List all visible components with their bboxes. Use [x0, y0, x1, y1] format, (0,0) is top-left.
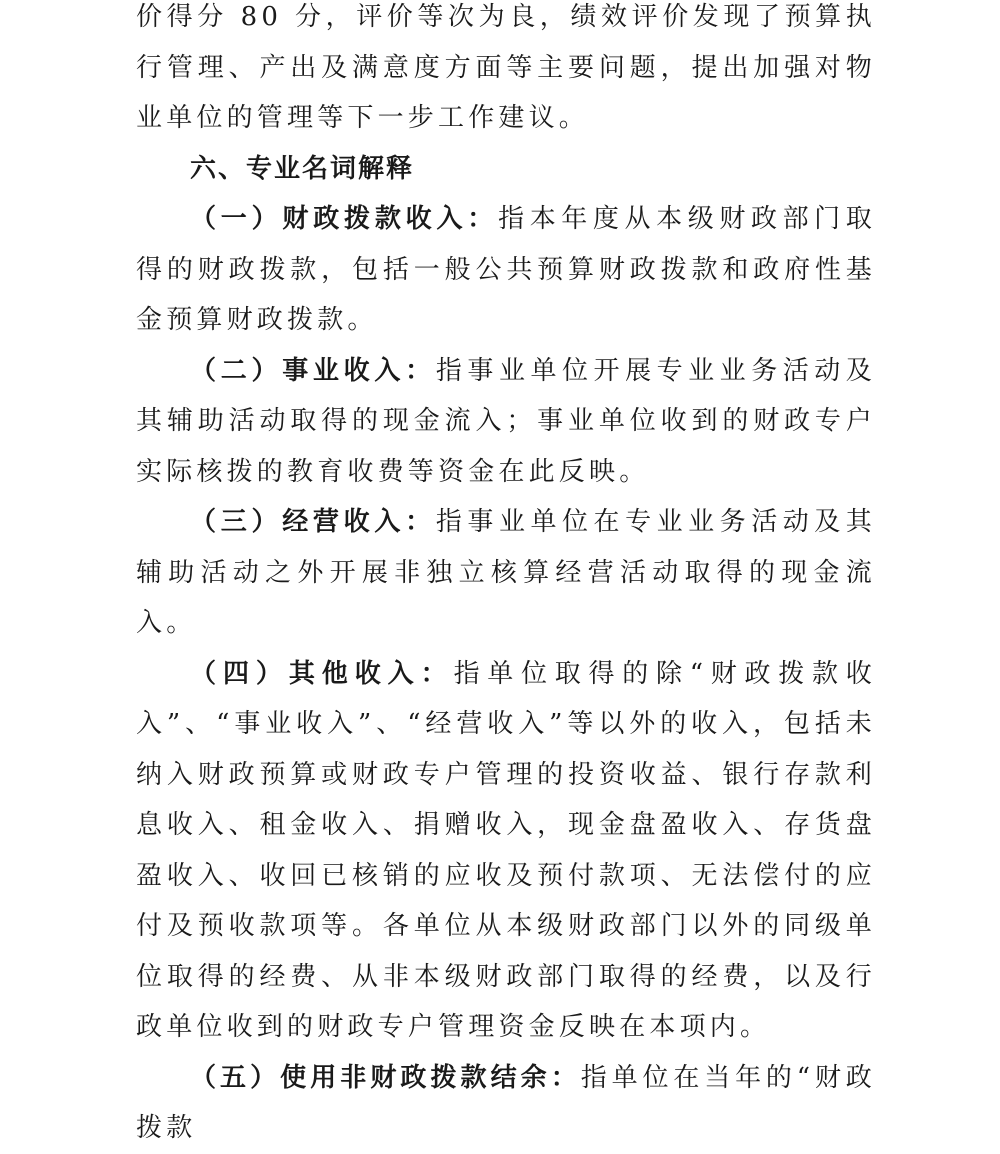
definition-text: 指单位取得的除“财政拨款收入”、“事业收入”、“经营收入”等以外的收入，包括未纳入财政预算或财政专户管理的投资收益、银行存款利息收入、租金收入、捐赠收入，现金盘盈收入、存货盘盈收入、收回已核销的应收及预付款项、无法偿付的应付及预收款项等。各单位从本级财政部门以外的同级单位取得的经费、从非本级财政部门取得的经费，以及行政单位收到的财政专户管理资金反映在本项内。 — [136, 658, 876, 1042]
definition-paragraph-1 — [136, 194, 876, 346]
definition-term: （一）财政拨款收入： — [190, 204, 499, 234]
definition-term: （四）其他收入： — [190, 658, 454, 689]
definition-paragraph-5 — [136, 1053, 876, 1154]
definition-paragraph-3 — [136, 497, 876, 649]
definition-text: 指单位在当年的“财政拨款 — [136, 1062, 877, 1143]
definition-text: 指事业单位在专业业务活动及其辅助活动之外开展非独立核算经营活动取得的现金流入。 — [136, 507, 876, 638]
definition-text: 指事业单位开展专业业务活动及其辅助活动取得的现金流入；事业单位收到的财政专户实际核拨的教育收费等资金在此反映。 — [136, 355, 876, 487]
section-heading: 六、专业名词解释 — [190, 153, 415, 184]
definition-paragraph-2 — [136, 346, 876, 498]
definition-term: （五）使用非财政拨款结余： — [190, 1062, 581, 1093]
definition-term: （三）经营收入： — [190, 507, 436, 537]
document-page — [136, 0, 876, 1154]
intro-paragraph: 价得分 80 分，评价等次为良，绩效评价发现了预算执行管理、产出及满意度方面等主要问题，提出加强对物业单位的管理等下一步工作建议。 — [136, 2, 876, 133]
definition-term: （二）事业收入： — [190, 355, 436, 386]
definition-paragraph-4 — [136, 649, 876, 1053]
definition-text: 指本年度从本级财政部门取得的财政拨款，包括一般公共预算财政拨款和政府性基金预算财政拨款。 — [136, 204, 876, 335]
